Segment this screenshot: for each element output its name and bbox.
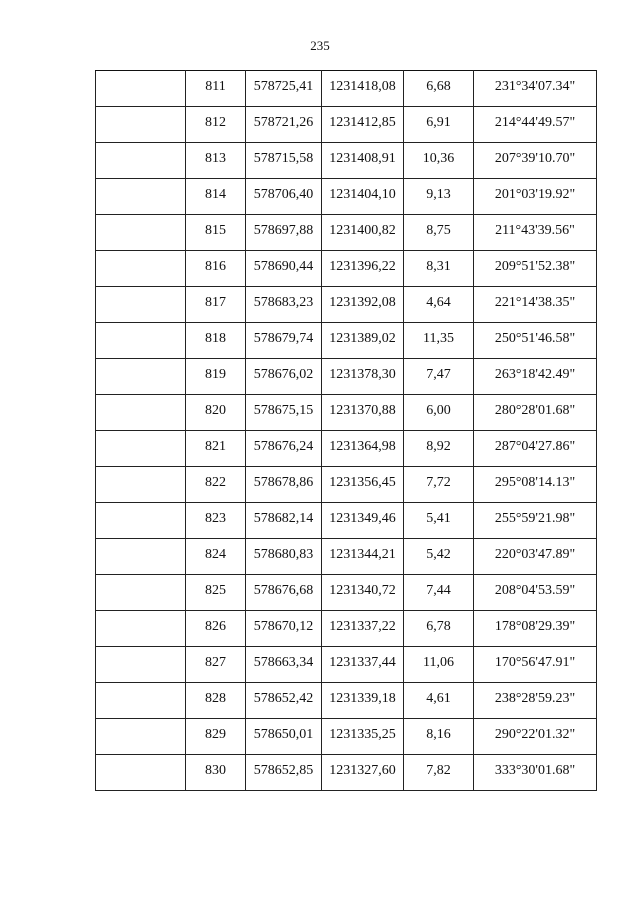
y-coordinate-cell: 1231392,08 <box>322 287 404 323</box>
direction-angle-cell: 290°22'01.32" <box>474 719 597 755</box>
table-row <box>96 575 597 611</box>
table-row <box>96 503 597 539</box>
point-number-cell: 823 <box>186 503 246 539</box>
length-cell: 4,61 <box>404 683 474 719</box>
direction-angle-cell: 255°59'21.98" <box>474 503 597 539</box>
length-cell: 6,91 <box>404 107 474 143</box>
direction-angle-cell: 221°14'38.35" <box>474 287 597 323</box>
x-coordinate-cell: 578652,42 <box>246 683 322 719</box>
x-coordinate-cell: 578670,12 <box>246 611 322 647</box>
table-row <box>96 719 597 755</box>
length-cell: 10,36 <box>404 143 474 179</box>
x-coordinate-cell: 578650,01 <box>246 719 322 755</box>
blank-cell <box>96 143 186 179</box>
y-coordinate-cell: 1231364,98 <box>322 431 404 467</box>
direction-angle-cell: 211°43'39.56" <box>474 215 597 251</box>
table-row <box>96 287 597 323</box>
point-number-cell: 828 <box>186 683 246 719</box>
x-coordinate-cell: 578690,44 <box>246 251 322 287</box>
y-coordinate-cell: 1231340,72 <box>322 575 404 611</box>
blank-cell <box>96 215 186 251</box>
y-coordinate-cell: 1231337,22 <box>322 611 404 647</box>
length-cell: 7,44 <box>404 575 474 611</box>
length-cell: 5,41 <box>404 503 474 539</box>
direction-angle-cell: 214°44'49.57" <box>474 107 597 143</box>
direction-angle-cell: 209°51'52.38" <box>474 251 597 287</box>
blank-cell <box>96 395 186 431</box>
length-cell: 7,47 <box>404 359 474 395</box>
point-number-cell: 820 <box>186 395 246 431</box>
x-coordinate-cell: 578652,85 <box>246 755 322 791</box>
blank-cell <box>96 107 186 143</box>
direction-angle-cell: 207°39'10.70" <box>474 143 597 179</box>
direction-angle-cell: 250°51'46.58" <box>474 323 597 359</box>
y-coordinate-cell: 1231335,25 <box>322 719 404 755</box>
point-number-cell: 827 <box>186 647 246 683</box>
blank-cell <box>96 683 186 719</box>
length-cell: 8,75 <box>404 215 474 251</box>
table-row <box>96 647 597 683</box>
page-number: 235 <box>310 38 330 53</box>
length-cell: 8,92 <box>404 431 474 467</box>
x-coordinate-cell: 578680,83 <box>246 539 322 575</box>
blank-cell <box>96 719 186 755</box>
table-row <box>96 71 597 107</box>
length-cell: 7,82 <box>404 755 474 791</box>
point-number-cell: 813 <box>186 143 246 179</box>
blank-cell <box>96 287 186 323</box>
direction-angle-cell: 333°30'01.68" <box>474 755 597 791</box>
table-row <box>96 431 597 467</box>
table-row <box>96 359 597 395</box>
point-number-cell: 826 <box>186 611 246 647</box>
coordinates-table-body <box>96 71 597 791</box>
x-coordinate-cell: 578678,86 <box>246 467 322 503</box>
x-coordinate-cell: 578706,40 <box>246 179 322 215</box>
coordinates-table <box>95 70 597 791</box>
point-number-cell: 829 <box>186 719 246 755</box>
point-number-cell: 811 <box>186 71 246 107</box>
blank-cell <box>96 251 186 287</box>
blank-cell <box>96 611 186 647</box>
direction-angle-cell: 231°34'07.34" <box>474 71 597 107</box>
point-number-cell: 812 <box>186 107 246 143</box>
y-coordinate-cell: 1231408,91 <box>322 143 404 179</box>
direction-angle-cell: 280°28'01.68" <box>474 395 597 431</box>
table-row <box>96 323 597 359</box>
point-number-cell: 819 <box>186 359 246 395</box>
point-number-cell: 822 <box>186 467 246 503</box>
y-coordinate-cell: 1231337,44 <box>322 647 404 683</box>
table-row <box>96 143 597 179</box>
blank-cell <box>96 71 186 107</box>
point-number-cell: 817 <box>186 287 246 323</box>
blank-cell <box>96 179 186 215</box>
y-coordinate-cell: 1231412,85 <box>322 107 404 143</box>
x-coordinate-cell: 578697,88 <box>246 215 322 251</box>
blank-cell <box>96 755 186 791</box>
y-coordinate-cell: 1231356,45 <box>322 467 404 503</box>
table-row <box>96 611 597 647</box>
x-coordinate-cell: 578663,34 <box>246 647 322 683</box>
direction-angle-cell: 178°08'29.39" <box>474 611 597 647</box>
blank-cell <box>96 647 186 683</box>
blank-cell <box>96 467 186 503</box>
y-coordinate-cell: 1231339,18 <box>322 683 404 719</box>
direction-angle-cell: 287°04'27.86" <box>474 431 597 467</box>
point-number-cell: 816 <box>186 251 246 287</box>
direction-angle-cell: 295°08'14.13" <box>474 467 597 503</box>
x-coordinate-cell: 578715,58 <box>246 143 322 179</box>
blank-cell <box>96 359 186 395</box>
x-coordinate-cell: 578675,15 <box>246 395 322 431</box>
direction-angle-cell: 201°03'19.92" <box>474 179 597 215</box>
table-row <box>96 683 597 719</box>
y-coordinate-cell: 1231418,08 <box>322 71 404 107</box>
blank-cell <box>96 575 186 611</box>
blank-cell <box>96 431 186 467</box>
blank-cell <box>96 539 186 575</box>
y-coordinate-cell: 1231378,30 <box>322 359 404 395</box>
point-number-cell: 825 <box>186 575 246 611</box>
table-row <box>96 215 597 251</box>
x-coordinate-cell: 578725,41 <box>246 71 322 107</box>
point-number-cell: 821 <box>186 431 246 467</box>
x-coordinate-cell: 578721,26 <box>246 107 322 143</box>
point-number-cell: 818 <box>186 323 246 359</box>
point-number-cell: 814 <box>186 179 246 215</box>
y-coordinate-cell: 1231370,88 <box>322 395 404 431</box>
x-coordinate-cell: 578679,74 <box>246 323 322 359</box>
length-cell: 11,35 <box>404 323 474 359</box>
y-coordinate-cell: 1231389,02 <box>322 323 404 359</box>
table-row <box>96 395 597 431</box>
blank-cell <box>96 323 186 359</box>
table-row <box>96 107 597 143</box>
length-cell: 6,00 <box>404 395 474 431</box>
direction-angle-cell: 208°04'53.59" <box>474 575 597 611</box>
y-coordinate-cell: 1231344,21 <box>322 539 404 575</box>
table-row <box>96 755 597 791</box>
direction-angle-cell: 220°03'47.89" <box>474 539 597 575</box>
x-coordinate-cell: 578676,02 <box>246 359 322 395</box>
x-coordinate-cell: 578683,23 <box>246 287 322 323</box>
length-cell: 9,13 <box>404 179 474 215</box>
length-cell: 4,64 <box>404 287 474 323</box>
length-cell: 7,72 <box>404 467 474 503</box>
y-coordinate-cell: 1231349,46 <box>322 503 404 539</box>
length-cell: 11,06 <box>404 647 474 683</box>
y-coordinate-cell: 1231400,82 <box>322 215 404 251</box>
length-cell: 6,68 <box>404 71 474 107</box>
table-row <box>96 179 597 215</box>
y-coordinate-cell: 1231396,22 <box>322 251 404 287</box>
point-number-cell: 815 <box>186 215 246 251</box>
direction-angle-cell: 238°28'59.23" <box>474 683 597 719</box>
length-cell: 8,16 <box>404 719 474 755</box>
length-cell: 6,78 <box>404 611 474 647</box>
blank-cell <box>96 503 186 539</box>
table-row <box>96 251 597 287</box>
x-coordinate-cell: 578676,24 <box>246 431 322 467</box>
point-number-cell: 830 <box>186 755 246 791</box>
x-coordinate-cell: 578682,14 <box>246 503 322 539</box>
x-coordinate-cell: 578676,68 <box>246 575 322 611</box>
table-row <box>96 467 597 503</box>
length-cell: 5,42 <box>404 539 474 575</box>
table-row <box>96 539 597 575</box>
direction-angle-cell: 263°18'42.49" <box>474 359 597 395</box>
y-coordinate-cell: 1231327,60 <box>322 755 404 791</box>
length-cell: 8,31 <box>404 251 474 287</box>
point-number-cell: 824 <box>186 539 246 575</box>
y-coordinate-cell: 1231404,10 <box>322 179 404 215</box>
direction-angle-cell: 170°56'47.91" <box>474 647 597 683</box>
